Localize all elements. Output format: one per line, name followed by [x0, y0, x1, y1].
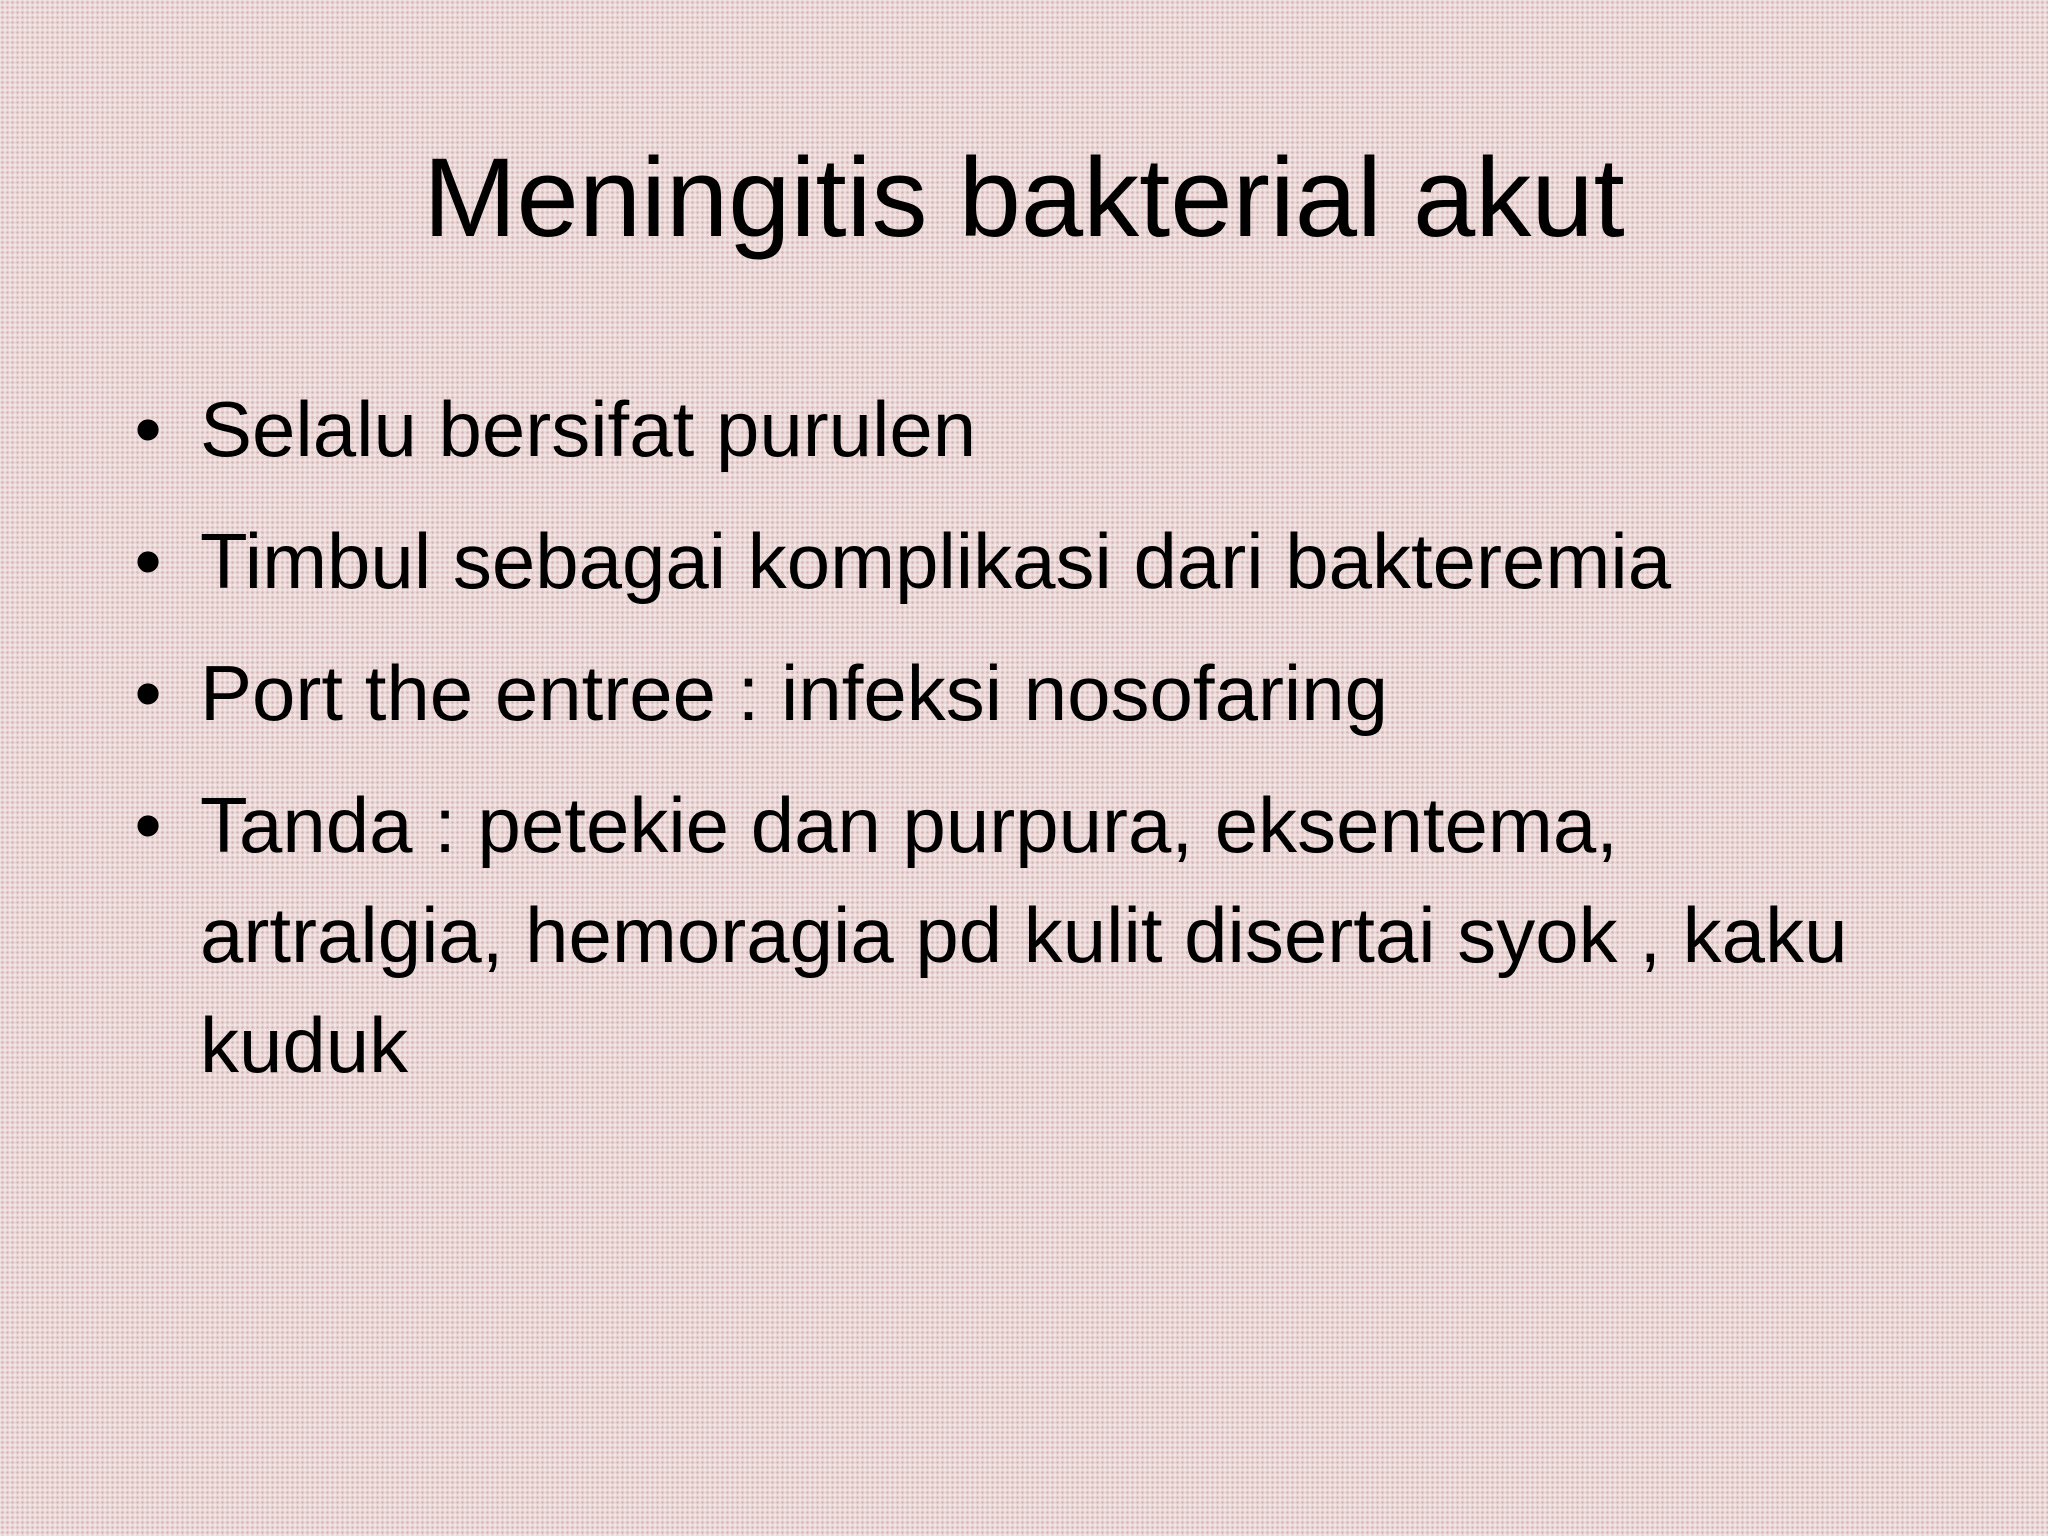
- bullet-dot-icon: •: [134, 385, 162, 473]
- bullet-item: [128, 770, 1928, 1100]
- bullet-dot-icon: •: [134, 517, 162, 605]
- bullet-item: [128, 506, 1928, 616]
- bullet-text: Tanda : petekie dan purpura, eksentema, artralgia, hemoragia pd kulit disertai syok , kaku kuduk: [200, 781, 1848, 1089]
- bullet-text: Selalu bersifat purulen: [200, 385, 977, 473]
- bullet-item: [128, 374, 1928, 484]
- bullet-text: Port the entree : infeksi nosofaring: [200, 649, 1389, 737]
- bullet-text: Timbul sebagai komplikasi dari bakteremia: [200, 517, 1672, 605]
- bullet-list: [128, 374, 1928, 1122]
- slide-title: Meningitis bakterial akut: [423, 135, 1625, 260]
- bullet-dot-icon: •: [134, 649, 162, 737]
- bullet-item: [128, 638, 1928, 748]
- bullet-dot-icon: •: [134, 781, 162, 869]
